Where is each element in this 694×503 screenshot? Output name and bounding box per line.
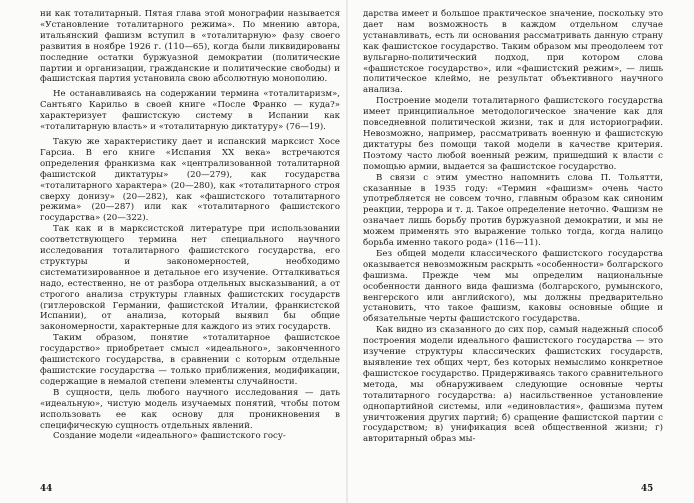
paragraph: Построение модели тоталитарного фашистского государства имеет принципиальное методологическое значение как для повседневной политической жизни, так и для историографии. Невозможно, например, рассматривать военную и фашистскую диктатуры без помощи такой модели в качестве критерия. Поэтому часто любой военный режим, пришедший к власти с помощью армии, выдается за фашистское государство.: [363, 96, 663, 172]
page-number-left: 44: [40, 484, 53, 494]
paragraph: Как видно из сказанного до сих пор, самый надежный способ построения модели идеального фашистского государства — это изучение структуры классических фашистских государств, выявление тех общих черт, без которых немыслимо конкретное фашистское государство. Придерживаясь такого сравнительного метода, мы обнаруживаем следующие основные черты тоталитарного государства: а) насильственное установление однопартийной системы, или «единовластия», фашизма путем уничтожения других партий; б) сращение фашистской партии с государством; в) унификация всей общественной жизни; г) авторитарный образ мы-: [363, 325, 663, 445]
paragraph: Без общей модели классического фашистского государства оказывается невозможным раскрыть «особенности» болгарского фашизма. Прежде чем мы определим национальные особенности данного вида фашизма (болгарского, румынского, венгерского или английского), мы должны предварительно установить, что такое фашизм, каковы основные общие и обязательные черты фашистского государства.: [363, 248, 663, 325]
paragraph: Так как и в марксистской литературе при использовании соответствующего термина нет специального научного исследования тоталитарного фашистского государства, его структуры и закономерностей, необходимо систематизированное и детальное его изучение. Отталкиваться надо, естественно, не от разбора отдельных высказываний, а от строгого анализа структуры главных фашистских государств (гитлеровской Германии, фашистской Италии, франкистской Испании), от анализа, который выявил бы общие закономерности, характерные для каждого из этих государств.: [40, 224, 340, 333]
right-page: [363, 9, 663, 479]
paragraph: ни как тоталитарный. Пятая глава этой монографии называется «Установление тоталитарного режима». По мнению автора, итальянский фашизм вступил в «тоталитарную» фазу своего развития в ноябре 1926 г. (110—65), когда были ликвидированы последние остатки буржуазной демократии (политические партии и организации, гражданские и политические свободы) и фашистская партия установила свою абсолютную монополию.: [40, 9, 340, 85]
page-number-right: 45: [641, 484, 654, 494]
paragraph: Не останавливаясь на содержании термина «тоталитаризм», Сантьяго Карильо в своей книге «После Франко — куда?» характеризует фашистскую систему в Испании как «тоталитарную власть» и «тоталитарную диктатуру» (76—19).: [40, 89, 340, 133]
paragraph: Таким образом, понятие «тоталитарное фашистское государство» приобретает смысл «идеального», законченного фашистского государства, в сравнении с которым отдельные фашистские государства — только приближения, модификации, содержащие в немалой степени элементы случайности.: [40, 333, 340, 387]
paragraph: Такую же характеристику дает и испанский марксист Хосе Гарсиа. В его книге «Испания XX века» встречаются определения франкизма как «централизованной тоталитарной фашистской диктатуры» (20—279), как государства «тоталитарного характера» (20—280), как «тоталитарного строя сверху донизу» (20—282), как «фашистского тоталитарного режима» (20—287) или как «тоталитарного фашистского государства» (20—322).: [40, 136, 340, 224]
paragraph: Создание модели «идеального» фашистского госу-: [53, 431, 286, 442]
paragraph: В связи с этим уместно напомнить слова П. Тольятти, сказанные в 1935 году: «Термин «фашизм» очень часто употребляется не совсем точно, главным образом как синоним реакции, террора и т. д. Такое определение неточно. Фашизм не означает лишь борьбу против буржуазной демократии, и мы не можем применять это выражение только тогда, когда налицо борьба именно такого рода» (116—11).: [363, 172, 663, 249]
paragraph: В сущности, цель любого научного исследования — дать «идеальную», чистую модель изучаемых понятий, чтобы потом использовать ее как основу для проникновения в специфическую сущность отдельных явлений.: [40, 387, 340, 431]
left-page: [40, 9, 340, 479]
paragraph: дарства имеет и большое практическое значение, поскольку это дает нам возможность в каждом отдельном случае устанавливать, есть ли основания рассматривать данную страну как фашистское государство. Таким образом мы преодолеем тот вульгарно-политический подход, при котором слова «фашистское государство», или «фашистский режим», — лишь политическое клеймо, не результат объективного научного анализа.: [363, 9, 663, 96]
page-gutter: [346, 0, 348, 503]
